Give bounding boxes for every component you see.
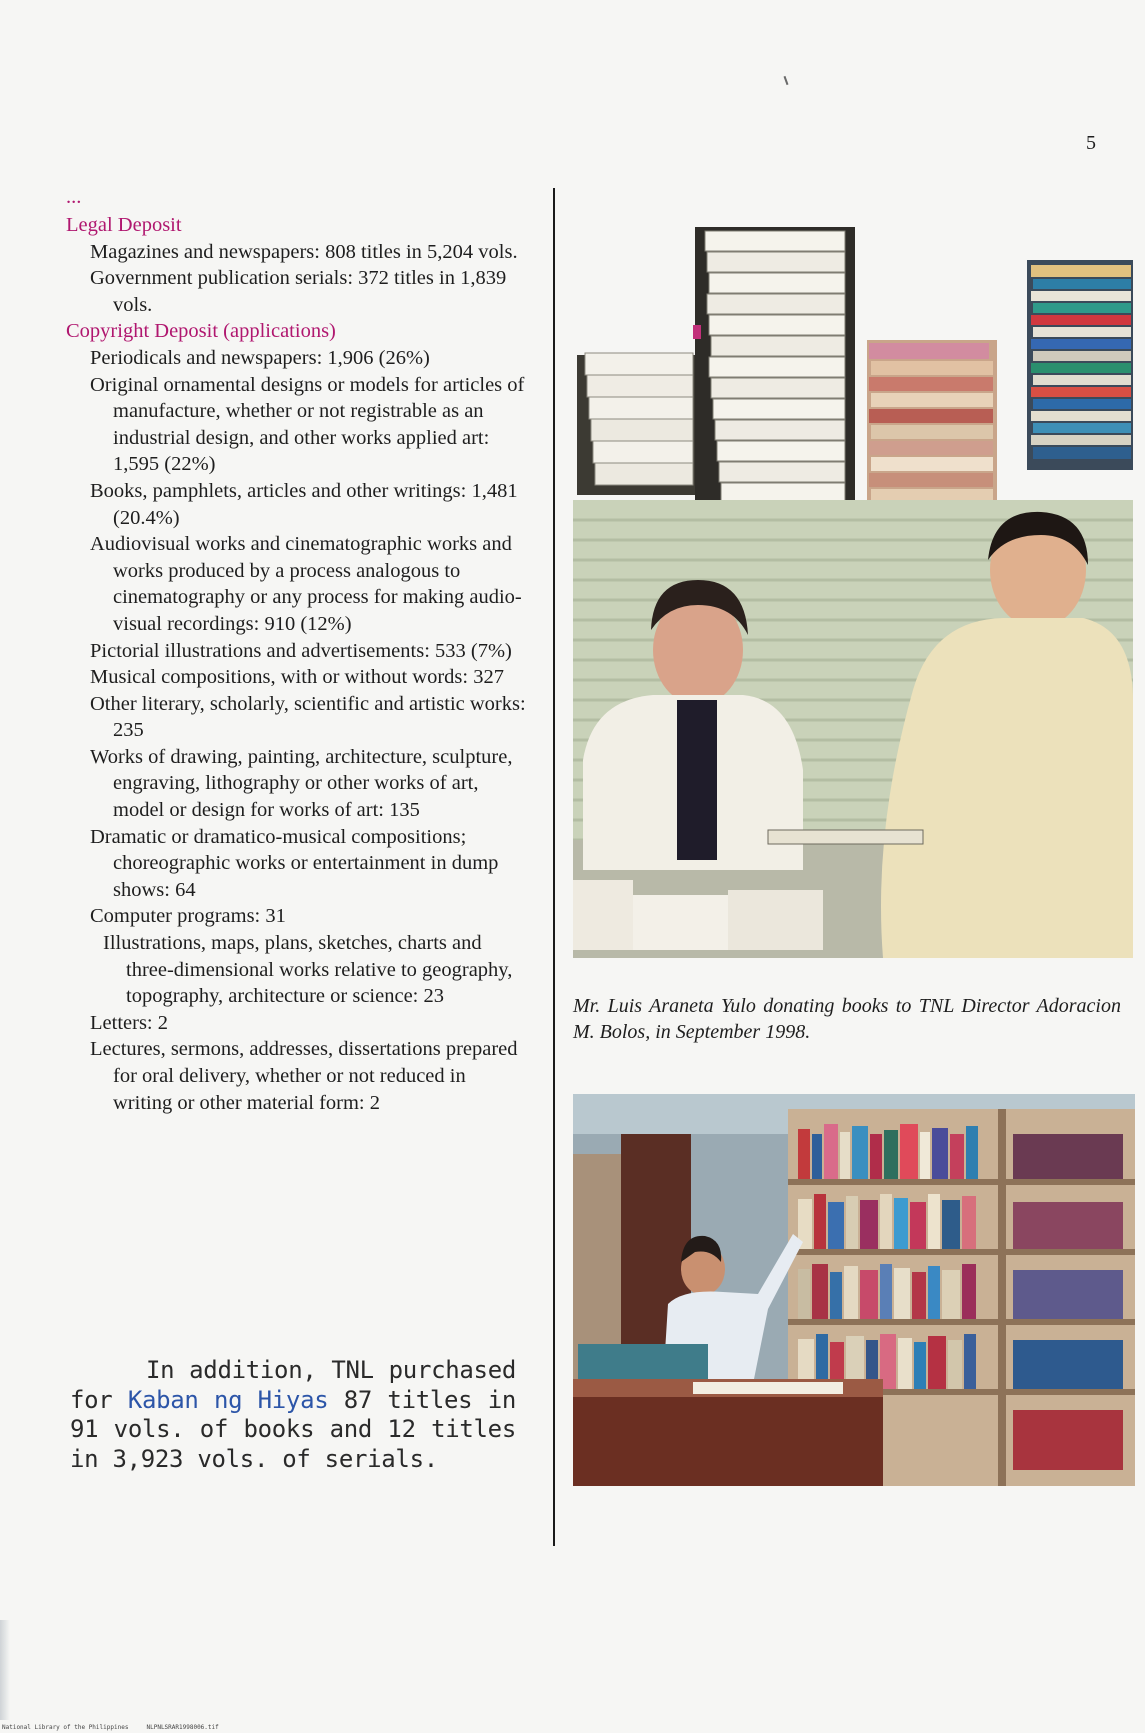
list-item: Lectures, sermons, addresses, dissertations prepared for oral delivery, whether or not reduced in writing or other material form: 2 (90, 1038, 518, 1114)
purchase-text-after: 87 titles in 91 vols. of books and 12 titles in 3,923 vols. of serials. (70, 1385, 516, 1473)
donation-photo (573, 500, 1133, 958)
list-item: Dramatic or dramatico-musical compositions; choreographic works or entertainment in dump shows: 64 (90, 825, 499, 901)
scan-speck (784, 76, 789, 85)
kaban-ng-hiyas-link: Kaban ng Hiyas (127, 1385, 329, 1414)
page-number: 5 (1086, 132, 1096, 154)
list-item: Illustrations, maps, plans, sketches, charts and three-dimensional works relative to geography, topography, architecture or science: 23 (103, 932, 513, 1008)
photo-caption: Mr. Luis Araneta Yulo donating books to TNL Director Adoracion M. Bolos, in September 1998. (573, 995, 1121, 1043)
legal-deposit-heading: Legal Deposit (66, 214, 182, 236)
list-item: Magazines and newspapers: 808 titles in 5,204 vols. (90, 240, 518, 263)
list-item: Musical compositions, with or without words: 327 (90, 666, 504, 689)
list-item: Other literary, scholarly, scientific and artistic works: 235 (90, 692, 526, 742)
list-item: Computer programs: 31 (90, 905, 286, 928)
purchase-text-before: In addition, TNL purchased for (70, 1356, 516, 1414)
list-item: Pictorial illustrations and advertisements: 533 (7%) (90, 639, 512, 662)
list-item: Original ornamental designs or models for articles of manufacture, whether or not registrable as an industrial design, and other works applied art: 1,595 (22%) (90, 373, 525, 476)
list-item: Books, pamphlets, articles and other writings: 1,481 (20.4%) (90, 479, 518, 529)
list-item: Government publication serials: 372 titles in 1,839 vols. (90, 267, 507, 316)
scan-footer: National Library of the Philippines NLPNLSRAR1998006.tif (2, 1724, 219, 1731)
list-item: Periodicals and newspapers: 1,906 (26%) (90, 346, 430, 369)
copyright-deposit-heading: Copyright Deposit (applications) (66, 320, 336, 343)
list-item: Works of drawing, painting, architecture, sculpture, engraving, lithography or other works of art, model or design for works of art: 135 (90, 745, 513, 822)
continuation-ellipsis: ... (66, 186, 82, 208)
list-item: Audiovisual works and cinematographic works and works produced by a process analogous to cinematography or any process for making audio-visual recordings: 910 (12%) (90, 533, 522, 635)
scan-edge-shadow (0, 1620, 10, 1720)
purchase-paragraph (70, 1356, 516, 1474)
deposit-statistics (66, 186, 526, 1116)
list-item: Letters: 2 (90, 1011, 168, 1034)
book-stacks-photo (575, 225, 1133, 507)
library-shelves-photo (573, 1094, 1135, 1486)
column-divider (553, 188, 555, 1546)
